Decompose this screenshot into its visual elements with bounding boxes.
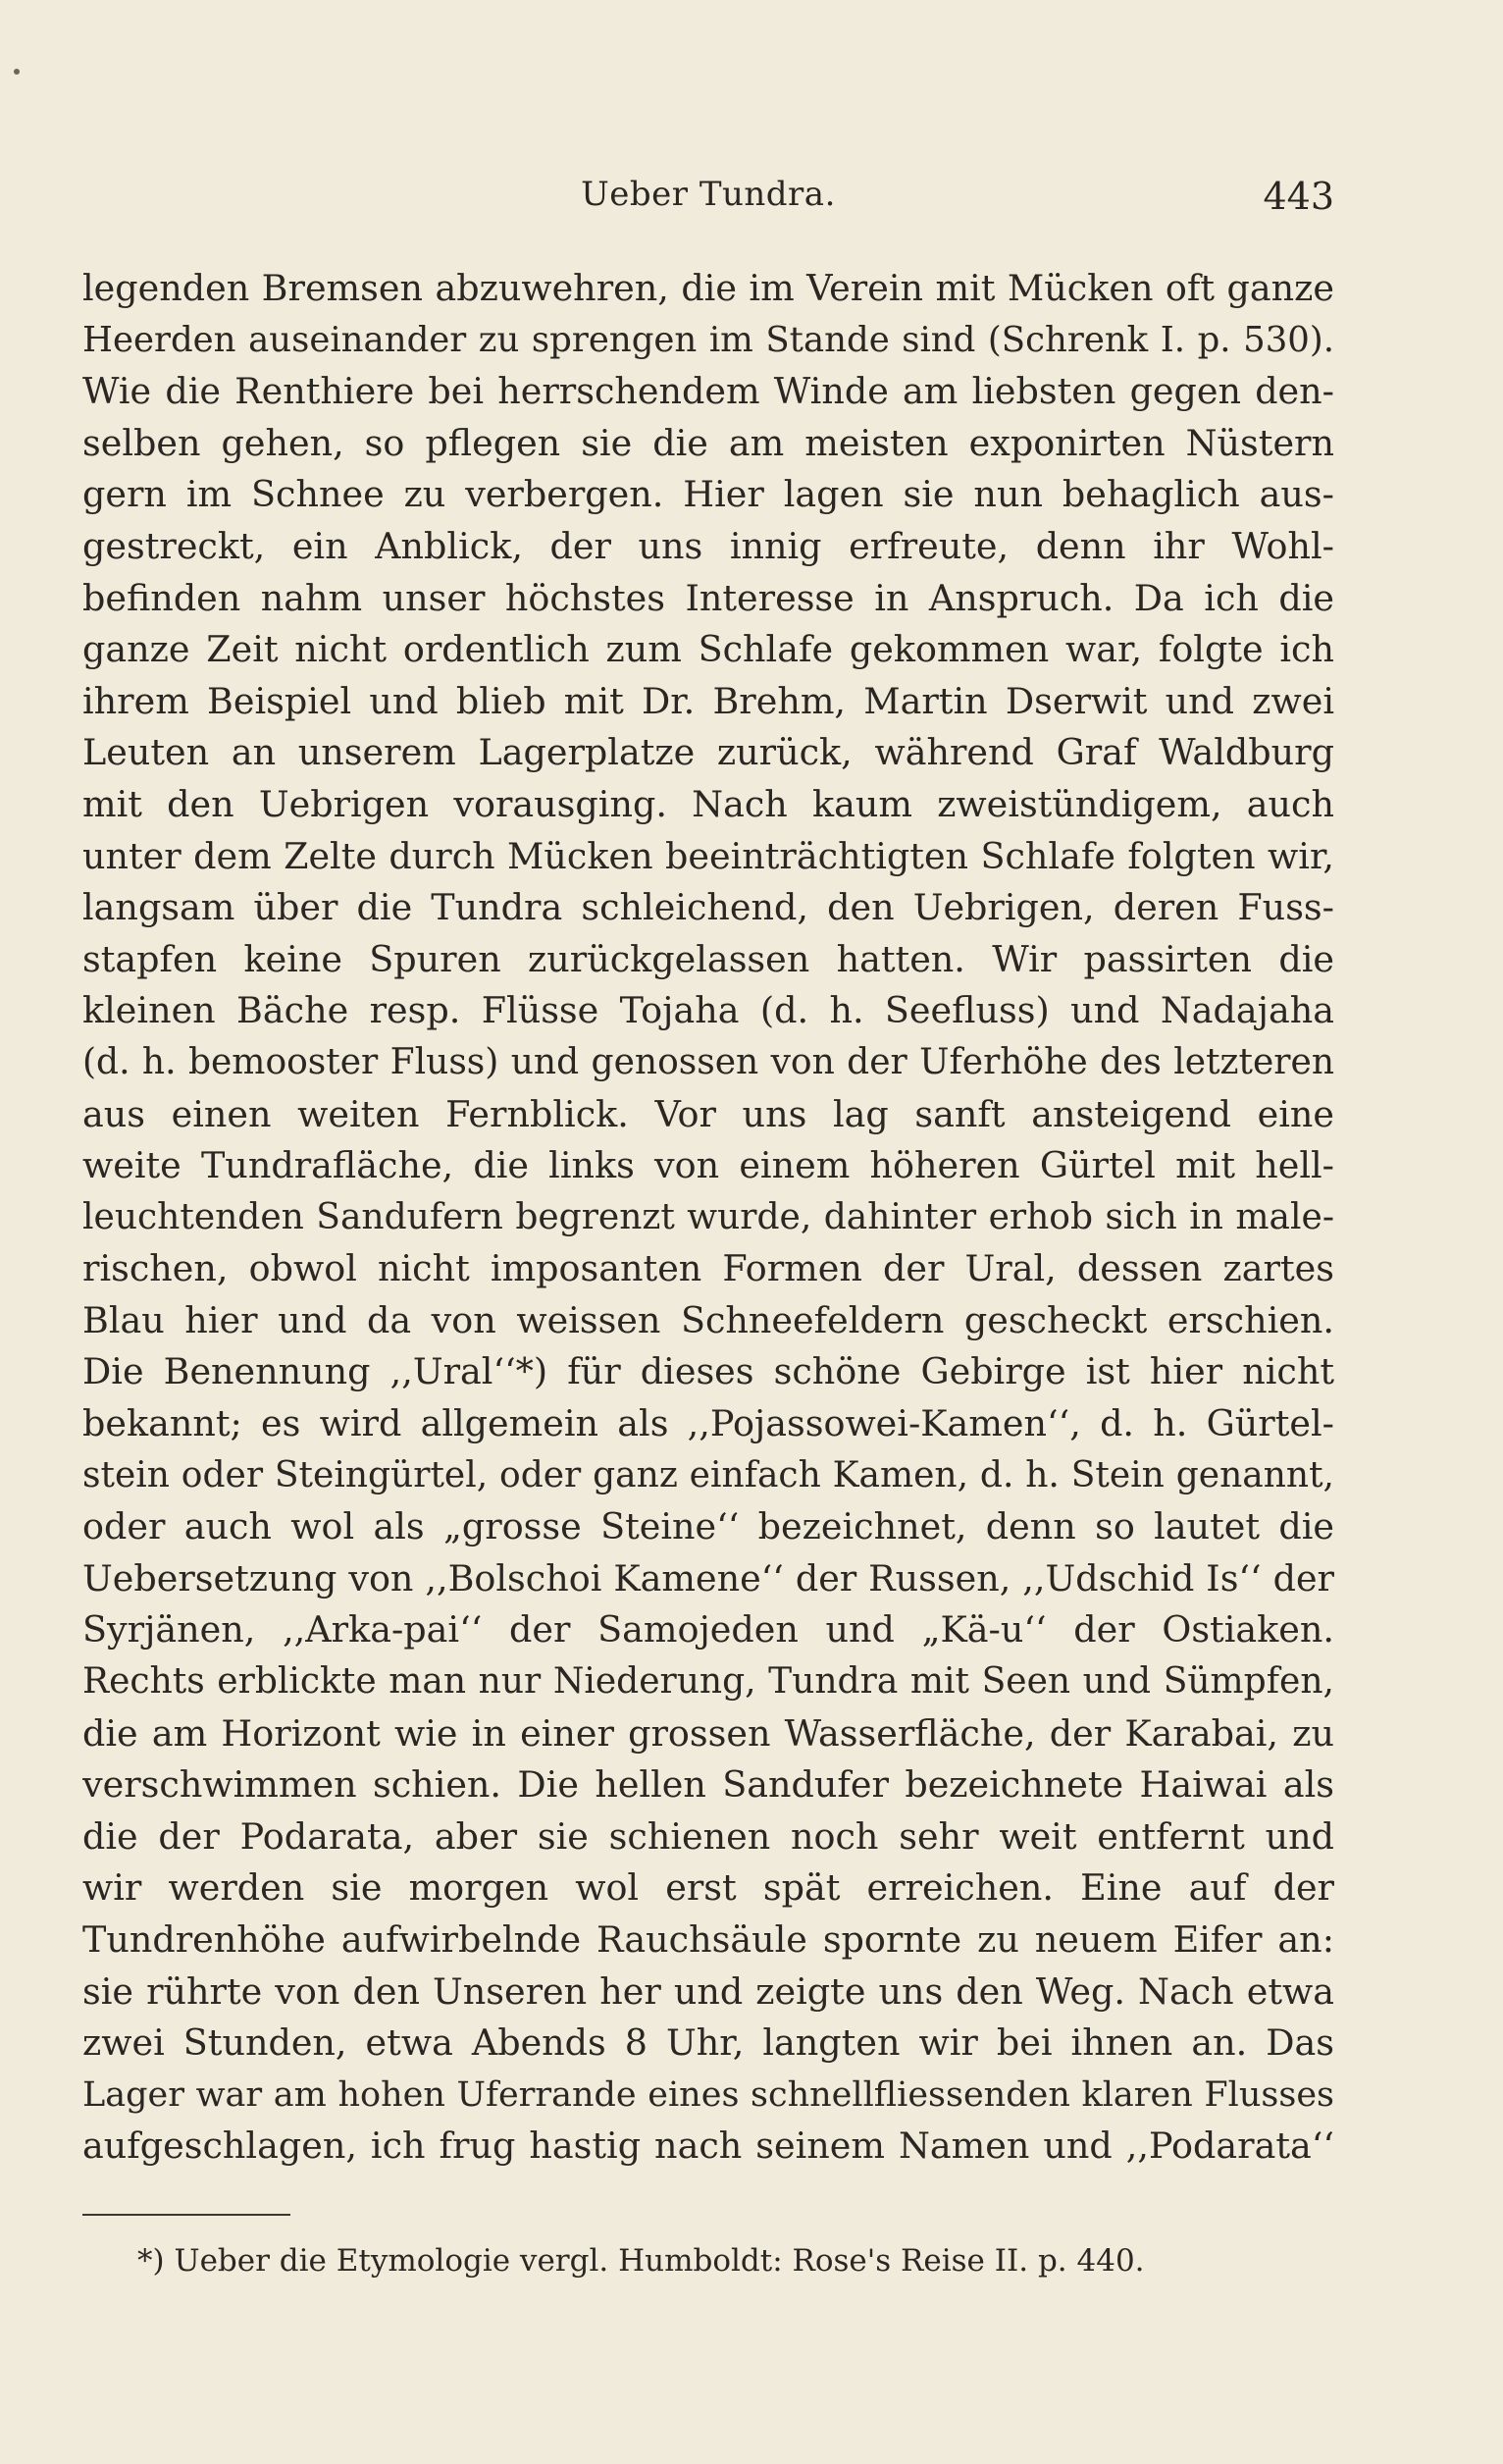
footnote-divider	[82, 2214, 290, 2216]
body-line: mit den Uebrigen vorausging. Nach kaum zweistündigem, auch	[82, 782, 1334, 825]
body-line: Wie die Renthiere bei herrschendem Winde am liebsten gegen den-	[82, 370, 1334, 413]
body-line: verschwimmen schien. Die hellen Sandufer bezeichnete Haiwai als	[82, 1763, 1334, 1807]
body-line: Tundrenhöhe aufwirbelnde Rauchsäule spornte zu neuem Eifer an:	[82, 1918, 1334, 1961]
body-line: kleinen Bäche resp. Flüsse Tojaha (d. h. Seefluss) und Nadajaha	[82, 989, 1334, 1032]
body-line: gern im Schnee zu verbergen. Hier lagen sie nun behaglich aus-	[82, 473, 1334, 516]
body-line: ganze Zeit nicht ordentlich zum Schlafe gekommen war, folgte ich	[82, 628, 1334, 671]
body-line: Blau hier und da von weissen Schneefeldern gescheckt erschien.	[82, 1298, 1334, 1341]
body-line: Lager war am hohen Uferrande eines schnellfliessenden klaren Flusses	[82, 2074, 1334, 2115]
body-line: legenden Bremsen abzuwehren, die im Verein mit Mücken oft ganze	[82, 267, 1334, 309]
body-line: ihrem Beispiel und blieb mit Dr. Brehm, Martin Dserwit und zwei	[82, 679, 1334, 722]
body-line: wir werden sie morgen wol erst spät erreichen. Eine auf der	[82, 1866, 1334, 1910]
body-line: Leuten an unserem Lagerplatze zurück, während Graf Waldburg	[82, 731, 1334, 774]
body-line: die der Podarata, aber sie schienen noch sehr weit entfernt und	[82, 1814, 1334, 1858]
body-line: zwei Stunden, etwa Abends 8 Uhr, langten wir bei ihnen an. Das	[82, 2021, 1334, 2065]
body-line: stein oder Steingürtel, oder ganz einfach Kamen, d. h. Stein genannt,	[82, 1454, 1334, 1495]
body-line: selben gehen, so pflegen sie die am meisten exponirten Nüstern	[82, 421, 1334, 464]
body-line: oder auch wol als „grosse Steine‘‘ bezeichnet, denn so lautet die	[82, 1505, 1334, 1548]
body-line: leuchtenden Sandufern begrenzt wurde, dahinter erhob sich in male-	[82, 1196, 1334, 1237]
body-text	[82, 263, 1334, 2173]
body-line: unter dem Zelte durch Mücken beeinträchtigten Schlafe folgten wir,	[82, 834, 1334, 877]
body-line: (d. h. bemooster Fluss) und genossen von der Uferhöhe des letzteren	[82, 1041, 1334, 1082]
body-line: befinden nahm unser höchstes Interesse in Anspruch. Da ich die	[82, 576, 1334, 619]
body-line: sie rührte von den Unseren her und zeigte uns den Weg. Nach etwa	[82, 1969, 1334, 2013]
running-head	[82, 175, 1334, 224]
body-line: Syrjänen, ,,Arka-pai‘‘ der Samojeden und „Kä-u‘‘ der Ostiaken.	[82, 1608, 1334, 1651]
body-line: aus einen weiten Fernblick. Vor uns lag sanft ansteigend eine	[82, 1092, 1334, 1135]
page-number: 443	[1263, 175, 1334, 218]
body-line: rischen, obwol nicht imposanten Formen der Ural, dessen zartes	[82, 1247, 1334, 1290]
body-line: Die Benennung ,,Ural‘‘*) für dieses schöne Gebirge ist hier nicht	[82, 1350, 1334, 1393]
body-line: bekannt; es wird allgemein als ,,Pojassowei-Kamen‘‘, d. h. Gürtel-	[82, 1402, 1334, 1445]
scan-speck	[14, 69, 20, 75]
body-line: die am Horizont wie in einer grossen Wasserfläche, der Karabai, zu	[82, 1711, 1334, 1755]
running-title: Ueber Tundra.	[581, 175, 836, 214]
body-line: Rechts erblickte man nur Niederung, Tundra mit Seen und Sümpfen,	[82, 1661, 1334, 1703]
body-line: langsam über die Tundra schleichend, den Uebrigen, deren Fuss-	[82, 886, 1334, 929]
body-line: gestreckt, ein Anblick, der uns innig erfreute, denn ihr Wohl-	[82, 524, 1334, 567]
body-line: stapfen keine Spuren zurückgelassen hatten. Wir passirten die	[82, 937, 1334, 980]
body-line: aufgeschlagen, ich frug hastig nach seinem Namen und ,,Podarata‘‘	[82, 2124, 1334, 2168]
body-line: Uebersetzung von ,,Bolschoi Kamene‘‘ der Russen, ,,Udschid Is‘‘ der	[82, 1556, 1334, 1599]
body-line: Heerden auseinander zu sprengen im Stande sind (Schrenk I. p. 530).	[82, 319, 1334, 360]
body-line: weite Tundrafläche, die links von einem höheren Gürtel mit hell-	[82, 1144, 1334, 1187]
footnote: *) Ueber die Etymologie vergl. Humboldt: Rose's Reise II. p. 440.	[137, 2243, 1145, 2279]
